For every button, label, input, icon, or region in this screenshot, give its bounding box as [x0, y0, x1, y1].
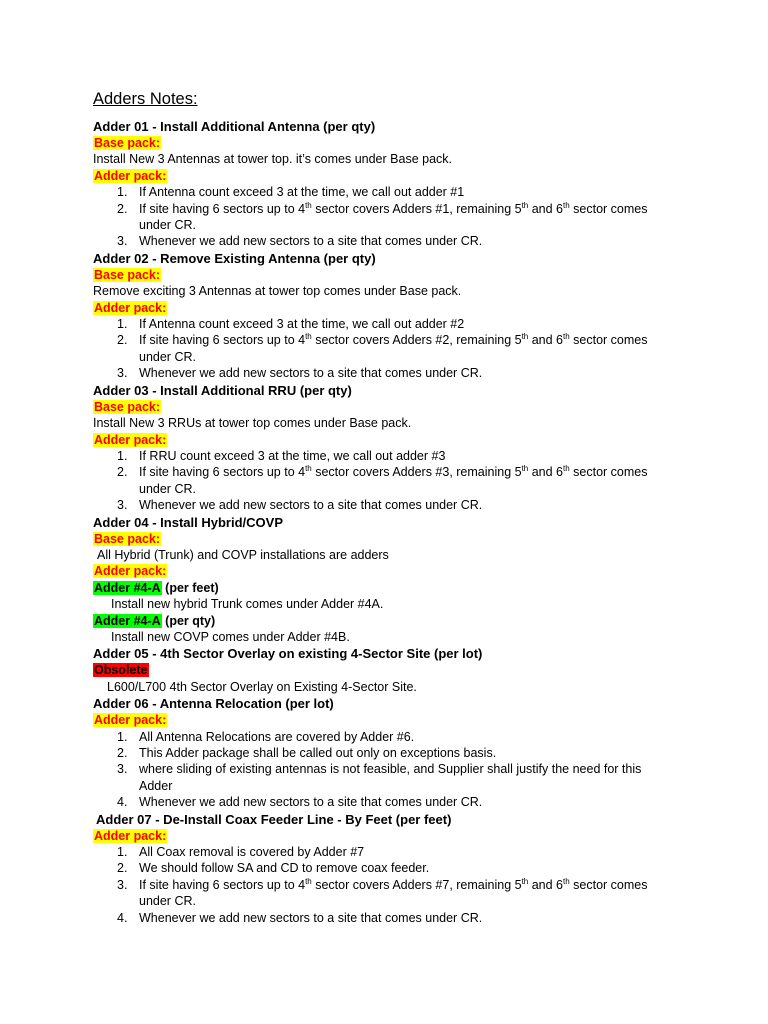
list-item: 4. Whenever we add new sectors to a site that comes under CR.: [117, 795, 483, 810]
list-item: 2. If site having 6 sectors up to 4th sector covers Adders #2, remaining 5th and 6th sector comes under CR.: [117, 332, 648, 364]
adder-06-heading: Adder 06 - Antenna Relocation (per lot): [93, 696, 334, 712]
list-item: 1. All Antenna Relocations are covered by Adder #6.: [117, 729, 415, 744]
adder-05-text: L600/L700 4th Sector Overlay on Existing 4-Sector Site.: [107, 679, 417, 694]
adder-4b-text: Install new COVP comes under Adder #4B.: [111, 629, 350, 644]
base-pack-label: Base pack:: [94, 531, 161, 546]
adder-06-list: [93, 729, 693, 811]
document-content: [93, 88, 693, 926]
list-item: 3. Whenever we add new sectors to a site that comes under CR.: [117, 234, 483, 249]
adder-02-heading: Adder 02 - Remove Existing Antenna (per qty): [93, 250, 376, 266]
adder-4b-label: Adder #4-A: [94, 613, 161, 628]
adder-03-base-text: Install New 3 RRUs at tower top comes under Base pack.: [93, 416, 412, 431]
list-item: 1. If Antenna count exceed 3 at the time, we call out adder #2: [117, 317, 465, 332]
adder-07-list: [93, 844, 693, 926]
adder-01-list: [93, 184, 693, 250]
list-item: 1. All Coax removal is covered by Adder #7: [117, 845, 365, 860]
list-item: 2. We should follow SA and CD to remove coax feeder.: [117, 861, 430, 876]
adder-4a-label: Adder #4-A: [94, 580, 161, 595]
adder-04-heading: Adder 04 - Install Hybrid/COVP: [93, 514, 283, 530]
adder-pack-label: Adder pack:: [94, 300, 167, 315]
adder-pack-label: Adder pack:: [94, 713, 167, 728]
list-item: 2. This Adder package shall be called out only on exceptions basis.: [117, 746, 497, 760]
adder-05-heading: Adder 05 - 4th Sector Overlay on existing 4-Sector Site (per lot): [93, 646, 483, 662]
adder-4a-text: Install new hybrid Trunk comes under Adder #4A.: [111, 597, 384, 612]
list-item: 1. If Antenna count exceed 3 at the time, we call out adder #1: [117, 185, 465, 200]
adder-pack-label: Adder pack:: [94, 432, 167, 447]
adder-01-base-text: Install New 3 Antennas at tower top. it’s comes under Base pack.: [93, 152, 452, 167]
list-item: 3. where sliding of existing antennas is not feasible, and Supplier shall justify the need for this Adder: [117, 762, 642, 793]
list-item: 1. If RRU count exceed 3 at the time, we call out adder #3: [117, 448, 446, 463]
adder-03-heading: Adder 03 - Install Additional RRU (per qty): [93, 382, 352, 398]
list-item: 2. If site having 6 sectors up to 4th sector covers Adders #1, remaining 5th and 6th sector comes under CR.: [117, 200, 648, 233]
adder-4b-unit: (per qty): [161, 613, 216, 628]
base-pack-label: Base pack:: [94, 136, 161, 150]
adder-03-list: [93, 448, 693, 514]
list-item: 3. If site having 6 sectors up to 4th sector covers Adders #7, remaining 5th and 6th sector comes under CR.: [117, 876, 648, 909]
adder-4a-unit: (per feet): [161, 580, 219, 595]
adder-pack-label: Adder pack:: [94, 168, 167, 183]
adder-pack-label: Adder pack:: [94, 564, 167, 579]
adder-01-heading: Adder 01 - Install Additional Antenna (per qty): [93, 119, 376, 134]
adder-04-base-text: All Hybrid (Trunk) and COVP installations are adders: [97, 547, 389, 562]
list-item: 4. Whenever we add new sectors to a site that comes under CR.: [117, 910, 483, 925]
list-item: 2. If site having 6 sectors up to 4th sector covers Adders #3, remaining 5th and 6th sector comes under CR.: [117, 464, 648, 496]
base-pack-label: Base pack:: [94, 267, 161, 282]
list-item: 3. Whenever we add new sectors to a site that comes under CR.: [117, 498, 483, 513]
adder-02-base-text: Remove exciting 3 Antennas at tower top comes under Base pack.: [93, 284, 462, 299]
page-title: Adders Notes:: [93, 90, 198, 108]
obsolete-label: Obsolete: [94, 663, 148, 678]
adder-07-heading: Adder 07 - De-Install Coax Feeder Line - By Feet (per feet): [96, 811, 452, 827]
base-pack-label: Base pack:: [94, 399, 161, 414]
list-item: 3. Whenever we add new sectors to a site that comes under CR.: [117, 366, 483, 381]
adder-pack-label: Adder pack:: [94, 828, 167, 843]
adder-02-list: [93, 316, 693, 382]
